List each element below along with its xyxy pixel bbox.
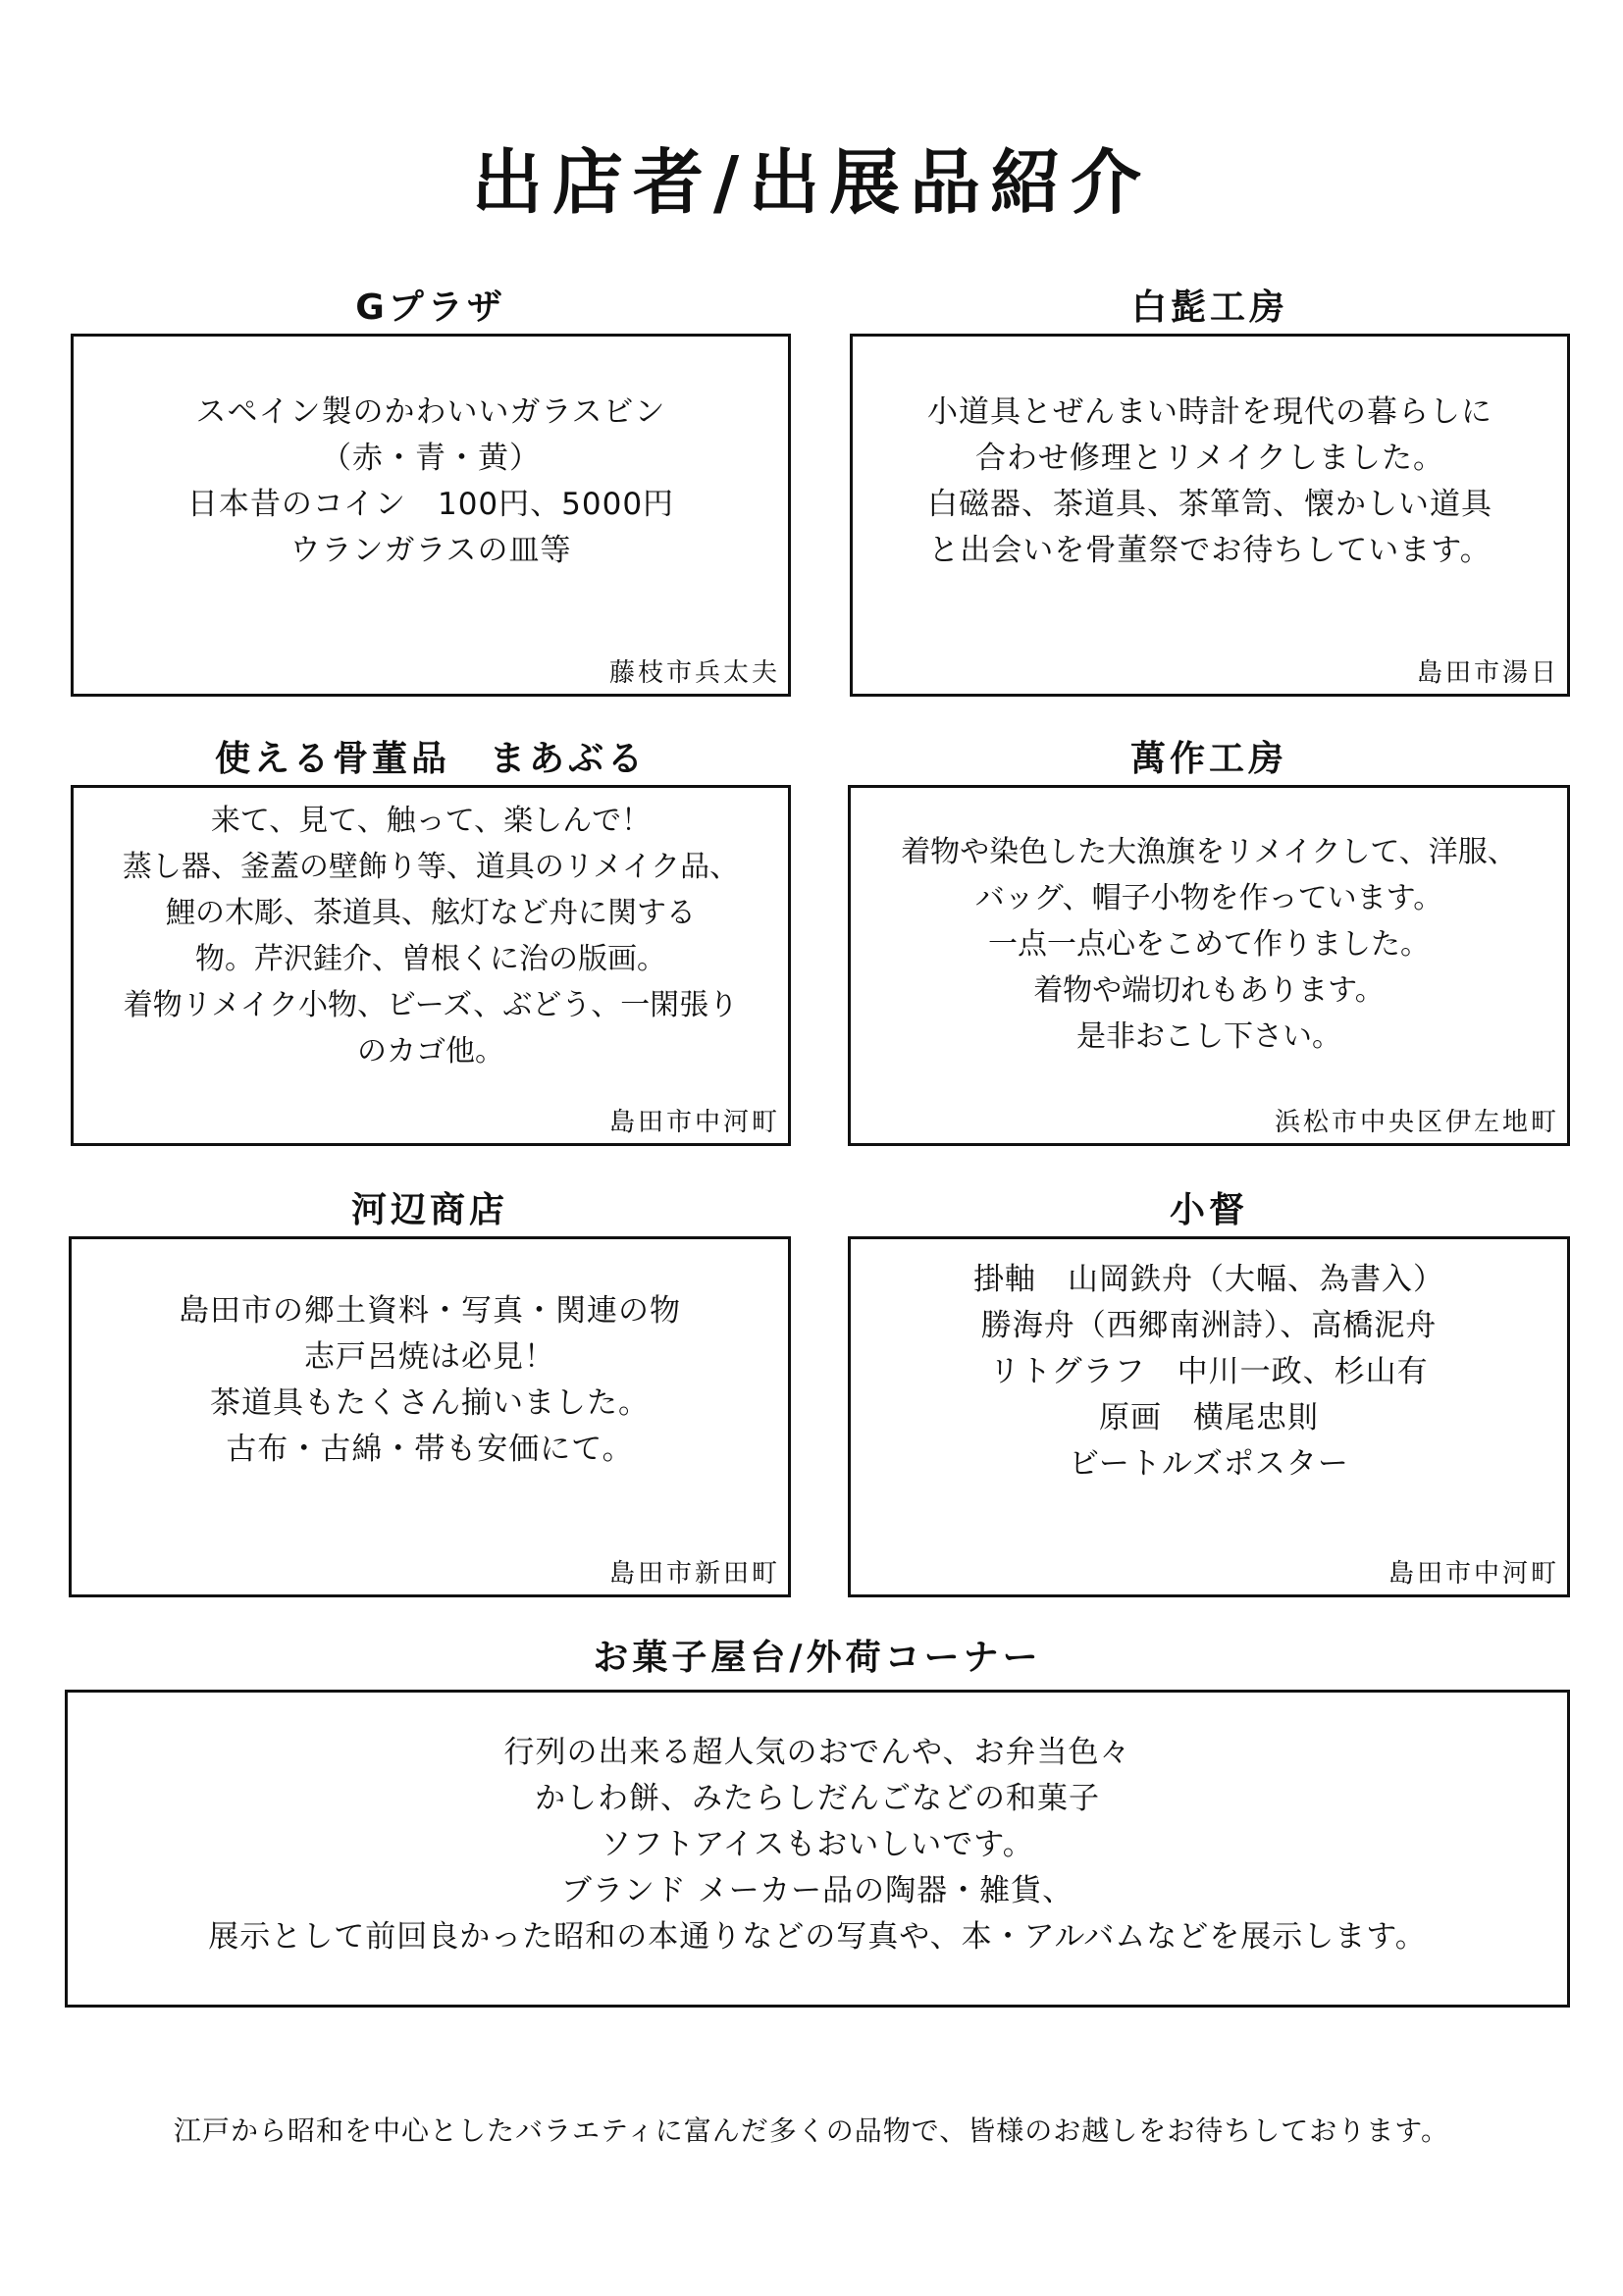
description-line: リトグラフ 中川一政、杉山有 <box>989 1354 1429 1389</box>
vendor-g-plaza <box>71 287 791 697</box>
vendor-description <box>87 390 774 574</box>
vendor-location: 浜松市中央区伊左地町 <box>1274 1108 1559 1137</box>
vendor-box <box>69 1236 791 1597</box>
description-line: スペイン製のかわいいガラスビン <box>195 394 666 430</box>
vendor-location: 島田市中河町 <box>608 1108 780 1137</box>
description-line: ビートルズポスター <box>1069 1446 1349 1482</box>
vendor-box <box>848 785 1570 1146</box>
vendor-box <box>71 785 791 1146</box>
vendor-description <box>866 390 1553 574</box>
vendor-box <box>848 1236 1570 1597</box>
vendor-mansaku-koubou <box>848 738 1570 1146</box>
description-line: 勝海舟（西郷南洲詩）、高橋泥舟 <box>980 1308 1438 1343</box>
vendor-name: Gプラザ <box>355 287 506 328</box>
vendor-shirohige-koubou <box>850 287 1570 697</box>
description-line: 合わせ修理とリメイクしました。 <box>974 441 1445 476</box>
sweets-corner-section <box>65 1637 1570 2008</box>
description-line: 行列の出来る超人気のおでんや、お弁当色々 <box>503 1735 1131 1770</box>
vendor-box <box>71 334 791 697</box>
vendor-location: 藤枝市兵太夫 <box>608 658 780 688</box>
vendor-description <box>857 829 1561 1060</box>
description-line: 白磁器、茶道具、茶箪笥、懐かしい道具 <box>927 487 1492 522</box>
description-line: 物。芹沢銈介、曽根くに治の版画。 <box>195 942 666 976</box>
description-line: 原画 横尾忠則 <box>1099 1400 1319 1435</box>
vendor-name: 小督 <box>1169 1190 1248 1230</box>
description-line: 古布・古綿・帯も安価にて。 <box>226 1432 634 1467</box>
section-name: お菓子屋台/外荷コーナー <box>593 1638 1042 1678</box>
vendor-description <box>79 798 782 1074</box>
description-line: 着物リメイク小物、ビーズ、ぶどう、一閑張り <box>123 988 739 1022</box>
description-line: 鯉の木彫、茶道具、舷灯など舟に関する <box>166 896 696 930</box>
vendor-description <box>864 1257 1553 1487</box>
description-line: 掛軸 山岡鉄舟（大幅、為書入） <box>973 1262 1444 1297</box>
description-line: と出会いを骨董祭でお待ちしています。 <box>928 533 1492 568</box>
description-line: 小道具とぜんまい時計を現代の暮らしに <box>927 394 1492 430</box>
section-description <box>81 1730 1553 1960</box>
vendor-location: 島田市新田町 <box>608 1559 780 1589</box>
description-line: 展示として前回良かった昭和の本通りなどの写真や、本・アルバムなどを展示します。 <box>208 1919 1427 1955</box>
description-line: ソフトアイスもおいしいです。 <box>601 1827 1034 1862</box>
description-line: 日本昔のコイン 100円、5000円 <box>186 487 675 522</box>
description-line: かしわ餅、みたらしだんごなどの和菓子 <box>535 1781 1100 1816</box>
section-box <box>65 1690 1570 2008</box>
vendor-maaburu <box>71 738 791 1146</box>
vendor-box <box>850 334 1570 697</box>
description-line: 来て、見て、触って、楽しんで！ <box>210 804 652 838</box>
description-line: （赤・青・黄） <box>321 441 541 476</box>
vendor-description <box>85 1288 774 1473</box>
description-line: 是非おこし下さい。 <box>1076 1019 1341 1054</box>
description-line: 茶道具もたくさん揃いました。 <box>210 1385 650 1421</box>
description-line: ウランガラスの皿等 <box>289 533 572 568</box>
vendor-location: 島田市中河町 <box>1387 1559 1559 1589</box>
vendor-name: 白髭工房 <box>1130 287 1288 328</box>
vendor-kogou <box>848 1189 1570 1597</box>
description-line: バッグ、帽子小物を作っています。 <box>974 881 1443 915</box>
description-line: 着物や染色した大漁旗をリメイクして、洋服、 <box>901 835 1517 869</box>
vendor-location: 島田市湯日 <box>1416 658 1559 688</box>
footer-note: 江戸から昭和を中心としたバラエティに富んだ多くの品物で、皆様のお越しをお待ちしております。 <box>174 2114 1449 2147</box>
description-line: 一点一点心をこめて作りました。 <box>988 927 1430 962</box>
description-line: のカゴ他。 <box>357 1034 504 1069</box>
description-line: 志戸呂焼は必見！ <box>304 1339 555 1375</box>
vendor-kawabe-shouten <box>69 1189 791 1597</box>
vendor-name: 河辺商店 <box>350 1190 508 1230</box>
description-line: ブランド メーカー品の陶器・雑貨、 <box>560 1873 1074 1908</box>
page-title: 出店者/出展品紹介 <box>471 141 1152 224</box>
vendor-name: 使える骨董品 まあぶる <box>214 739 647 779</box>
description-line: 蒸し器、釜蓋の壁飾り等、道具のリメイク品、 <box>122 850 740 884</box>
description-line: 島田市の郷土資料・写真・関連の物 <box>179 1293 681 1329</box>
description-line: 着物や端切れもあります。 <box>1033 973 1385 1008</box>
vendor-name: 萬作工房 <box>1129 739 1287 779</box>
